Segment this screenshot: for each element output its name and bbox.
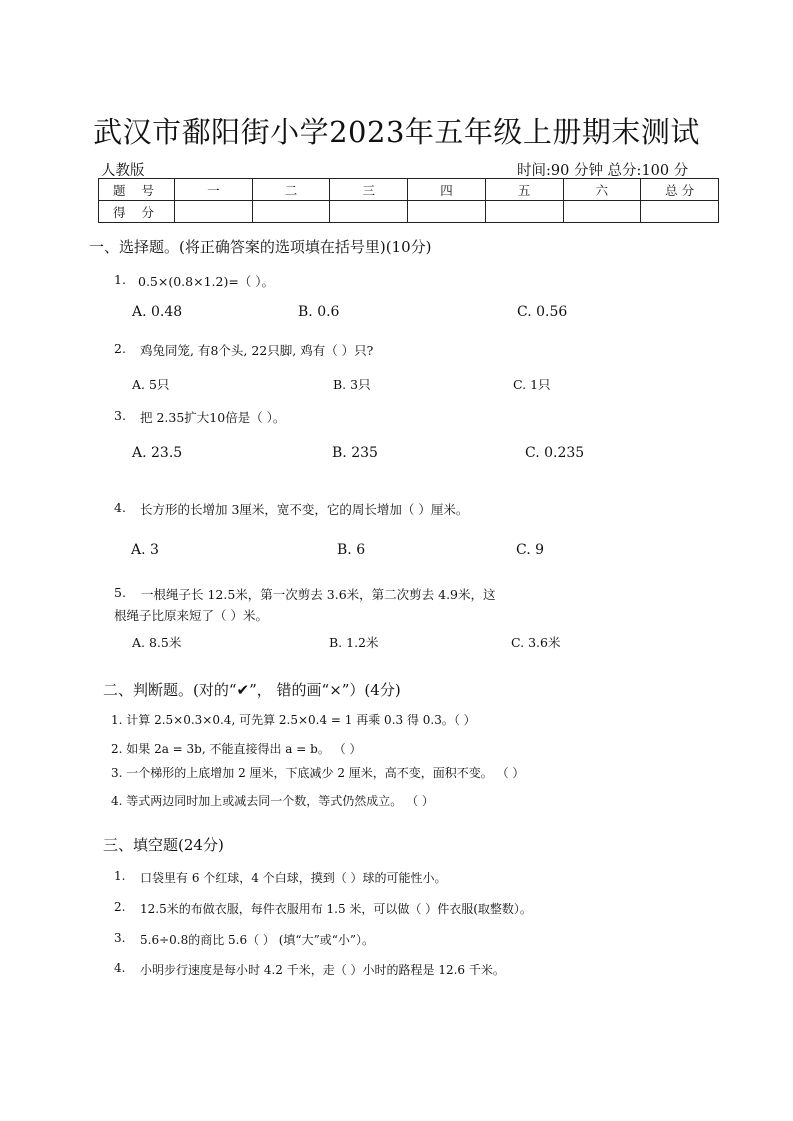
option-c: C. 1只: [513, 377, 551, 392]
question-number: 5.: [114, 585, 126, 600]
score-cell[interactable]: [408, 201, 486, 223]
section2-heading: 二、判断题。(对的“✔”， 错的画“×”）(4分): [103, 681, 401, 699]
question-text: 0.5×(0.8×1.2)=（ ）。: [138, 274, 275, 289]
score-cell[interactable]: [175, 201, 253, 223]
table-cell: 一: [175, 179, 253, 201]
option-c: C. 0.56: [517, 304, 568, 320]
section3-heading: 三、填空题(24分): [103, 836, 224, 854]
question-text: 把 2.35扩大10倍是（ ）。: [140, 410, 286, 425]
question-text: 鸡兔同笼, 有8个头, 22只脚, 鸡有（ ）只?: [140, 343, 374, 358]
score-cell[interactable]: [563, 201, 641, 223]
option-a: A. 5只: [132, 377, 170, 392]
edition-label: 人教版: [101, 163, 145, 179]
question-number: 1.: [114, 272, 126, 287]
fill-item: 小明步行速度是每小时 4.2 千米，走（ ）小时的路程是 12.6 千米。: [140, 963, 505, 977]
question-number: 2.: [114, 341, 126, 356]
table-cell: 题 号: [99, 179, 175, 201]
table-cell: 三: [330, 179, 408, 201]
table-cell: 总 分: [641, 179, 719, 201]
fill-item: 5.6÷0.8的商比 5.6（ ） (填“大”或“小”）。: [140, 933, 374, 947]
question-text-continued: 根绳子比原来短了（ ）米。: [114, 608, 268, 623]
option-b: B. 1.2米: [329, 635, 379, 650]
fill-number: 2.: [114, 900, 126, 914]
option-c: C. 9: [516, 542, 545, 558]
table-cell: 四: [408, 179, 486, 201]
question-number: 4.: [114, 500, 126, 515]
score-cell[interactable]: [641, 201, 719, 223]
question-text: 一根绳子长 12.5米，第一次剪去 3.6米，第二次剪去 4.9米，这: [141, 587, 496, 602]
score-table-header-row: [99, 179, 719, 201]
option-c: C. 3.6米: [511, 635, 561, 650]
option-a: A. 0.48: [132, 304, 183, 320]
score-table: [98, 178, 719, 223]
section1-heading: 一、选择题。(将正确答案的选项填在括号里)(10分): [89, 238, 432, 256]
judgement-item: 3. 一个梯形的上底增加 2 厘米，下底减少 2 厘米，高不变，面积不变。 （ ）: [111, 766, 525, 780]
option-b: B. 235: [332, 445, 378, 461]
fill-number: 4.: [114, 961, 126, 975]
question-text: 长方形的长增加 3厘米，宽不变，它的周长增加（ ）厘米。: [140, 502, 469, 517]
option-b: B. 3只: [333, 377, 371, 392]
fill-item: 口袋里有 6 个红球，4 个白球，摸到（ ）球的可能性小。: [140, 871, 447, 885]
score-cell[interactable]: [330, 201, 408, 223]
score-cell[interactable]: [252, 201, 330, 223]
table-cell: 六: [563, 179, 641, 201]
fill-number: 1.: [114, 869, 126, 883]
option-a: A. 23.5: [132, 445, 183, 461]
table-cell: 五: [485, 179, 563, 201]
option-b: B. 0.6: [298, 304, 340, 320]
option-a: A. 8.5米: [132, 635, 182, 650]
judgement-item: 2. 如果 2a = 3b, 不能直接得出 a = b。 （ ）: [111, 742, 362, 756]
table-cell: 得 分: [99, 201, 175, 223]
fill-number: 3.: [114, 931, 126, 945]
judgement-item: 1. 计算 2.5×0.3×0.4, 可先算 2.5×0.4 = 1 再乘 0.3 得 0.3。（ ）: [111, 713, 476, 727]
score-table-score-row: [99, 201, 719, 223]
score-cell[interactable]: [485, 201, 563, 223]
page-title: 武汉市鄱阳街小学2023年五年级上册期末测试: [93, 115, 700, 149]
table-cell: 二: [252, 179, 330, 201]
option-a: A. 3: [131, 542, 159, 558]
fill-item: 12.5米的布做衣服，每件衣服用布 1.5 米，可以做（ ）件衣服(取整数）。: [140, 902, 532, 916]
option-c: C. 0.235: [525, 445, 585, 461]
option-b: B. 6: [337, 542, 366, 558]
exam-info: 时间:90 分钟 总分:100 分: [517, 163, 689, 179]
question-number: 3.: [114, 408, 126, 423]
judgement-item: 4. 等式两边同时加上或减去同一个数，等式仍然成立。 （ ）: [111, 794, 434, 808]
